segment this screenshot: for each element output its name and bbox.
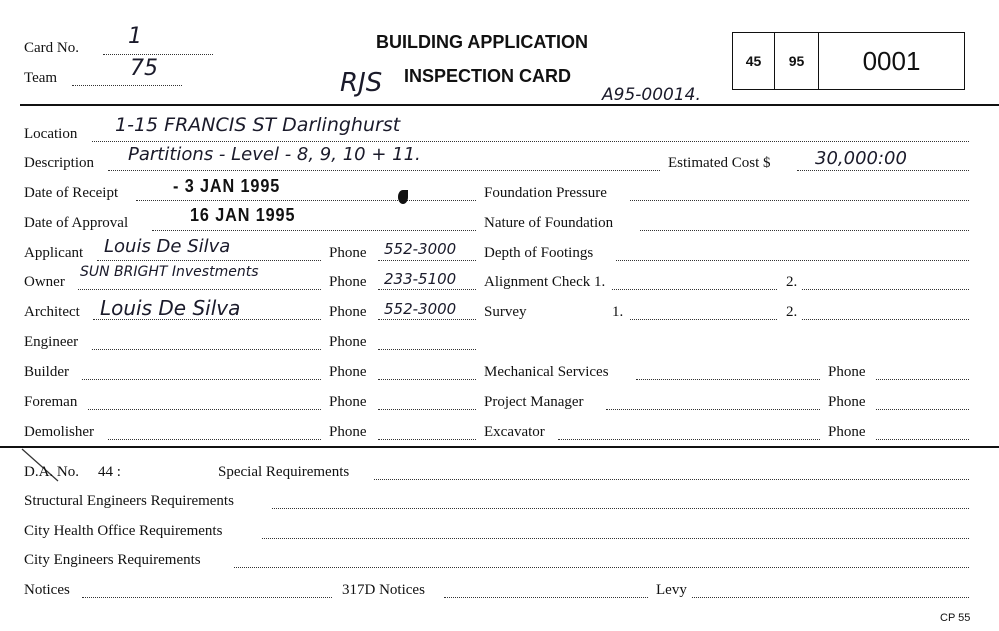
reference-number: A95-00014. — [602, 85, 701, 105]
team-value: 75 — [130, 56, 158, 81]
approval-dots — [152, 230, 476, 231]
builder-phone-label: Phone — [329, 364, 367, 380]
mechanical-dots — [636, 379, 820, 380]
notices-dots — [82, 597, 332, 598]
owner-dots — [78, 289, 321, 290]
foreman-label: Foreman — [24, 394, 78, 410]
approval-label: Date of Approval — [24, 215, 129, 231]
engineer-label: Engineer — [24, 334, 79, 350]
notices-label: Notices — [24, 582, 70, 598]
description-label: Description — [24, 155, 94, 171]
depth-footings-label: Depth of Footings — [484, 245, 594, 261]
details-divider — [0, 446, 999, 448]
builder-dots — [82, 379, 321, 380]
levy-dots — [692, 597, 969, 598]
foreman-dots — [88, 409, 321, 410]
card-no-value: 1 — [128, 24, 142, 49]
engineer-phone-label: Phone — [329, 334, 367, 350]
owner-value: SUN BRIGHT Investments — [80, 264, 259, 280]
project-manager-phone-label: Phone — [828, 394, 866, 410]
location-value: 1-15 FRANCIS ST Darlinghurst — [115, 114, 401, 136]
estimated-cost-value: 30,000:00 — [815, 148, 907, 169]
applicant-phone-dots — [378, 260, 476, 261]
excavator-label: Excavator — [484, 424, 545, 440]
mechanical-label: Mechanical Services — [484, 364, 609, 380]
demolisher-dots — [108, 439, 321, 440]
alignment-1-dots — [612, 289, 777, 290]
card-no-label: Card No. — [24, 40, 79, 56]
notices-317d-label: 317D Notices — [342, 582, 425, 598]
alignment-2-label: 2. — [786, 274, 798, 290]
owner-phone-dots — [378, 289, 476, 290]
demolisher-label: Demolisher — [24, 424, 94, 440]
demolisher-phone-dots — [378, 439, 476, 440]
architect-value: Louis De Silva — [100, 296, 241, 320]
foundation-pressure-dots — [630, 200, 969, 201]
survey-2-dots — [802, 319, 969, 320]
mechanical-phone-label: Phone — [828, 364, 866, 380]
estimated-cost-label: Estimated Cost $ — [668, 155, 771, 171]
project-manager-label: Project Manager — [484, 394, 584, 410]
alignment-label: Alignment Check 1. — [484, 274, 606, 290]
box-month: 45 — [732, 32, 775, 90]
estimated-cost-dots — [797, 170, 969, 171]
special-requirements-dots — [374, 479, 969, 480]
city-engineers-requirements-dots — [234, 567, 969, 568]
architect-phone-dots — [378, 319, 476, 320]
approval-stamp: 16 JAN 1995 — [190, 205, 296, 225]
demolisher-phone-label: Phone — [329, 424, 367, 440]
applicant-value: Louis De Silva — [104, 236, 231, 257]
levy-label: Levy — [656, 582, 687, 598]
box-year: 95 — [774, 32, 819, 90]
location-label: Location — [24, 126, 78, 142]
description-value: Partitions - Level - 8, 9, 10 + 11. — [128, 144, 421, 165]
owner-label: Owner — [24, 274, 65, 290]
excavator-dots — [558, 439, 820, 440]
da-no-label: D.A. No. — [24, 464, 79, 480]
location-dots — [92, 141, 969, 142]
depth-footings-dots — [616, 260, 969, 261]
notices-317d-dots — [444, 597, 648, 598]
survey-1-dots — [630, 319, 777, 320]
header-divider — [20, 104, 999, 106]
foundation-pressure-label: Foundation Pressure — [484, 185, 607, 201]
receipt-label: Date of Receipt — [24, 185, 119, 201]
structural-requirements-label: Structural Engineers Requirements — [24, 493, 234, 509]
health-requirements-label: City Health Office Requirements — [24, 523, 223, 539]
owner-phone: 233-5100 — [384, 270, 457, 288]
applicant-label: Applicant — [24, 245, 84, 261]
special-requirements-label: Special Requirements — [218, 464, 350, 480]
description-dots — [108, 170, 660, 171]
team-dots — [72, 85, 182, 86]
survey-2-label: 2. — [786, 304, 798, 320]
owner-phone-label: Phone — [329, 274, 367, 290]
box-card-number: 0001 — [818, 32, 965, 90]
title-building-application: BUILDING APPLICATION — [376, 32, 588, 52]
applicant-phone-label: Phone — [329, 245, 367, 261]
builder-label: Builder — [24, 364, 69, 380]
architect-phone-label: Phone — [329, 304, 367, 320]
engineer-phone-dots — [378, 349, 476, 350]
nature-foundation-label: Nature of Foundation — [484, 215, 614, 231]
applicant-phone: 552-3000 — [384, 240, 457, 258]
foreman-phone-dots — [378, 409, 476, 410]
excavator-phone-dots — [876, 439, 969, 440]
engineer-dots — [92, 349, 321, 350]
builder-phone-dots — [378, 379, 476, 380]
ink-mark — [398, 190, 408, 204]
mechanical-phone-dots — [876, 379, 969, 380]
team-label: Team — [24, 70, 58, 86]
form-code: CP 55 — [940, 612, 971, 624]
card-no-dots — [103, 54, 213, 55]
initials: RJS — [340, 68, 383, 98]
excavator-phone-label: Phone — [828, 424, 866, 440]
da-no-value: 44 : — [98, 464, 121, 480]
foreman-phone-label: Phone — [329, 394, 367, 410]
architect-label: Architect — [24, 304, 80, 320]
survey-1-label: 1. — [612, 304, 624, 320]
applicant-dots — [97, 260, 321, 261]
receipt-stamp: - 3 JAN 1995 — [173, 176, 281, 196]
project-manager-dots — [606, 409, 820, 410]
project-manager-phone-dots — [876, 409, 969, 410]
health-requirements-dots — [262, 538, 969, 539]
survey-label: Survey — [484, 304, 527, 320]
receipt-dots — [136, 200, 476, 201]
architect-phone: 552-3000 — [384, 300, 457, 318]
nature-foundation-dots — [640, 230, 969, 231]
city-engineers-requirements-label: City Engineers Requirements — [24, 552, 201, 568]
structural-requirements-dots — [272, 508, 969, 509]
title-inspection-card: INSPECTION CARD — [404, 66, 572, 86]
alignment-2-dots — [802, 289, 969, 290]
